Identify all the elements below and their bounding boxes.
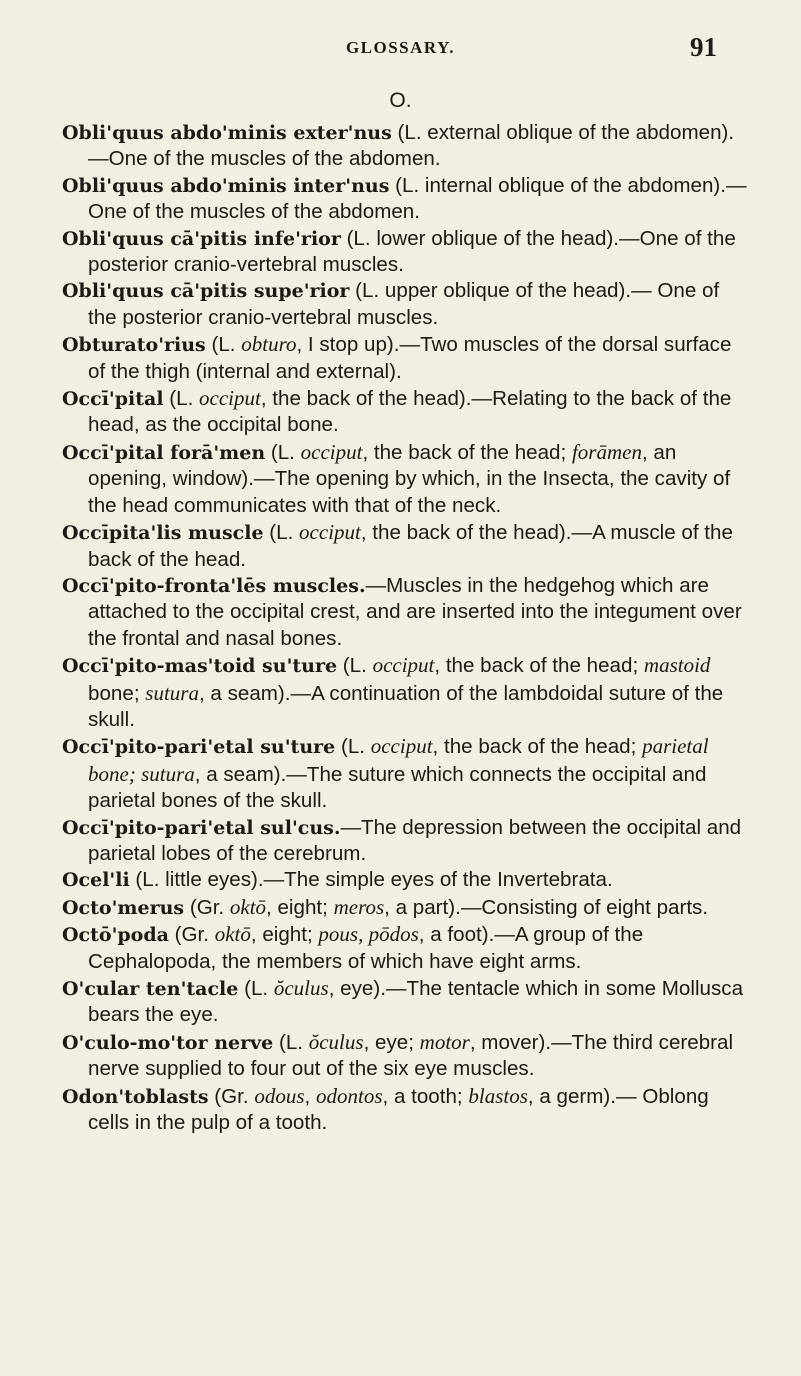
entry-text: , eye; <box>363 1030 420 1054</box>
entry-text: (L. <box>238 977 274 1000</box>
entry-headword: Ocel'li <box>62 869 130 892</box>
entry-text: (L. <box>337 654 373 678</box>
entry-italic-term: sutura <box>145 680 199 705</box>
entry-text: (L. <box>205 333 242 357</box>
glossary-entry <box>62 815 752 868</box>
glossary-entry <box>62 573 752 652</box>
entry-italic-term: occiput <box>372 653 435 678</box>
entry-italic-term: ŏculus <box>273 976 329 1000</box>
entry-text: , a tooth; <box>382 1084 469 1108</box>
entry-text: —The depression between the occipital and parietal lobes of the cerebrum. <box>88 815 742 865</box>
glossary-entry <box>62 331 752 385</box>
glossary-entry <box>62 867 752 893</box>
glossary-entry <box>62 439 752 519</box>
entry-headword: Obli'quus abdo'minis exter'nus <box>62 122 392 144</box>
glossary-entry <box>62 519 752 573</box>
entry-headword: Occī'pito-mas'toid su'ture <box>62 655 338 678</box>
running-title: GLOSSARY. <box>345 38 456 57</box>
glossary-entry <box>62 226 752 279</box>
entry-italic-term: mastoid <box>643 653 711 678</box>
entry-headword: Octō'poda <box>62 924 169 947</box>
entry-headword: Obli'quus cā'pitis supe'rior <box>62 280 350 303</box>
entry-text: , eight; <box>266 895 334 919</box>
entry-italic-term: meros <box>333 894 385 919</box>
entry-text: , a part).—Consisting of eight parts. <box>384 895 709 919</box>
entry-italic-term: occiput <box>199 386 261 411</box>
entry-text: (L. <box>335 735 371 759</box>
entry-headword: Occī'pito-pari'etal sul'cus. <box>62 816 341 839</box>
entry-italic-term: oktō <box>229 894 267 919</box>
entry-text: , an opening, window).—The opening by which, in the Insecta, the cavity of the head communicates with that of the neck. <box>88 440 731 517</box>
running-head <box>0 32 801 76</box>
entry-text: , eight; <box>250 923 319 947</box>
entry-text: , a seam).—A continuation of the lambdoidal suture of the skull. <box>88 681 724 731</box>
glossary-entry <box>62 278 752 331</box>
glossary-entry <box>62 120 752 173</box>
entry-text: , the back of the head; <box>432 735 643 759</box>
entry-text: , mover).—The third cerebral nerve supplied to four out of the six eye muscles. <box>88 1030 734 1081</box>
entry-text: , the back of the head).—Relating to the back of the head, as the occipital bone. <box>88 387 732 437</box>
entry-headword: Octo'merus <box>62 896 185 919</box>
entry-headword: Occīpita'lis muscle <box>62 522 264 545</box>
entry-text: (L. lower oblique of the head).—One of the posterior cranio-vertebral muscles. <box>88 226 736 277</box>
entry-text: , eye).—The tentacle which in some Mollusca bears the eye. <box>88 977 744 1027</box>
entry-text: (L. little eyes).—The simple eyes of the Invertebrata. <box>129 868 613 892</box>
entry-text: (L. <box>163 387 200 411</box>
entry-text: , the back of the head).—A muscle of the back of the head. <box>88 521 733 571</box>
entry-italic-term: blastos <box>468 1083 528 1108</box>
entry-italic-term: motor <box>419 1029 470 1054</box>
glossary-entry <box>62 1083 752 1137</box>
entry-italic-term: parietal bone; sutura <box>88 734 709 786</box>
entry-text: (Gr. <box>184 895 230 919</box>
entry-text: (L. <box>273 1030 309 1054</box>
entry-italic-term: forāmen <box>571 439 642 464</box>
entry-headword: Occī'pito-pari'etal su'ture <box>62 736 336 759</box>
glossary-entry <box>62 921 752 975</box>
entry-text: , the back of the head; <box>362 440 572 464</box>
page-number: 91 <box>690 32 717 62</box>
glossary-entry <box>62 1029 752 1083</box>
glossary-entry <box>62 173 752 226</box>
entry-italic-term: occiput <box>370 734 433 759</box>
entry-text: , a seam).—The suture which connects the occipital and parietal bones of the skull. <box>88 762 707 813</box>
entry-headword: Odon'toblasts <box>62 1085 209 1108</box>
entry-italic-term: occiput <box>300 439 363 464</box>
entry-italic-term: obturo <box>241 332 297 357</box>
entry-text: (L. <box>263 521 300 545</box>
glossary-entry <box>62 652 752 733</box>
entry-text: (L. <box>265 440 301 464</box>
entry-text: (L. upper oblique of the head).— One of the posterior cranio-vertebral muscles. <box>88 279 720 329</box>
entry-text: —Muscles in the hedgehog which are attached to the occipital crest, and are inserted into the integument over the frontal and nasal bones. <box>88 573 742 650</box>
entry-text: bone; <box>88 681 146 705</box>
entry-text: , <box>304 1084 316 1108</box>
entry-italic-term: occiput <box>299 520 361 545</box>
glossary-entry <box>62 975 752 1029</box>
entry-italic-term: pous, pōdos <box>318 922 419 947</box>
entry-headword: Occī'pital <box>62 388 164 411</box>
entry-text: , I stop up).—Two muscles of the dorsal surface of the thigh (internal and external). <box>88 333 732 383</box>
entry-headword: O'culo-mo'tor nerve <box>62 1031 274 1054</box>
glossary-entry <box>62 385 752 439</box>
glossary-entry <box>62 733 752 814</box>
entry-headword: Occī'pital forā'men <box>62 441 266 464</box>
entry-headword: O'cular ten'tacle <box>62 978 239 1000</box>
entry-headword: Obli'quus cā'pitis infe'rior <box>62 227 341 250</box>
entry-text: , a foot).—A group of the Cephalopoda, the members of which have eight arms. <box>88 923 644 973</box>
entry-text: , a germ).— Oblong cells in the pulp of a tooth. <box>88 1084 709 1135</box>
entry-headword: Obturato'rius <box>62 334 206 357</box>
entry-headword: Occī'pito-fronta'lēs muscles. <box>62 574 366 597</box>
entry-headword: Obli'quus abdo'minis inter'nus <box>62 174 390 197</box>
glossary-entries <box>62 120 752 1136</box>
entry-italic-term: odous <box>254 1083 305 1108</box>
entry-italic-term: odontos <box>315 1083 383 1108</box>
entry-text: (Gr. <box>168 923 215 947</box>
entry-text: (L. internal oblique of the abdomen).—One of the muscles of the abdomen. <box>88 173 747 224</box>
entry-text: (L. external oblique of the abdomen).—One of the muscles of the abdomen. <box>88 121 735 171</box>
glossary-entry <box>62 894 752 921</box>
section-letter: O. <box>389 89 412 112</box>
entry-italic-term: ŏculus <box>308 1029 364 1054</box>
entry-italic-term: oktō <box>214 922 251 947</box>
entry-text: , the back of the head; <box>434 654 644 678</box>
entry-text: (Gr. <box>208 1084 255 1108</box>
